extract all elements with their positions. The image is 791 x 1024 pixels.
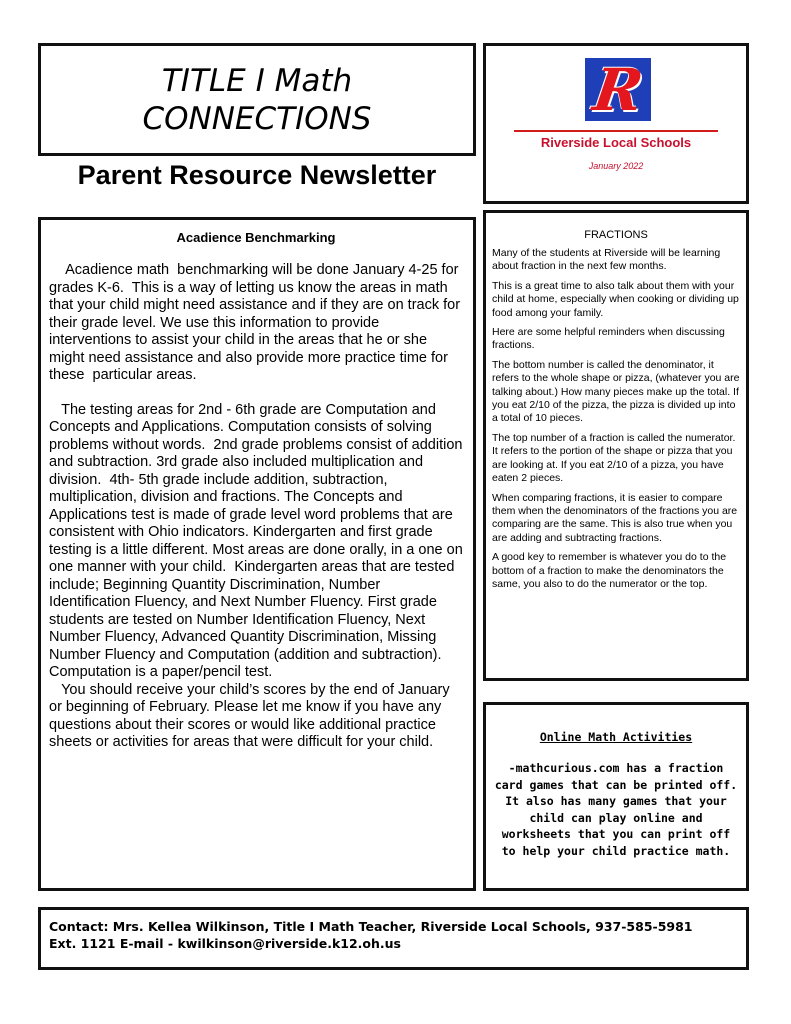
contact-line-1: Contact: Mrs. Kellea Wilkinson, Title I Math Teacher, Riverside Local Schools, 937-585-5981 [49, 919, 693, 934]
masthead-title-box [38, 43, 476, 156]
school-branding-box [483, 43, 749, 204]
fractions-paragraph: A good key to remember is whatever you do to the bottom of a fraction to make the denominators the same, you also to do the numerator or the top. [492, 551, 727, 590]
main-article-paragraph: You should receive your child’s scores by the end of January or beginning of February. Please let me know if you have any questions about their scores or would like additional practice sheets or activities for areas that were difficult for your child. [49, 681, 454, 750]
contact-line-2: Ext. 1121 E-mail - kwilkinson@riverside.k12.oh.us [49, 936, 401, 951]
school-name: Riverside Local Schools [540, 135, 692, 150]
main-article-heading: Acadience Benchmarking [176, 230, 336, 245]
main-article-paragraph: The testing areas for 2nd - 6th grade are Computation and Concepts and Applications. Computation consists of solving problems without words. 2nd grade problems consist of addition and subtraction. 3rd grade also included multiplication and division. 4th- 5th grade include addition, subtraction, multiplication, division and fractions. The Concepts and Applications test is made of grade level word problems that are consistent with Ohio indicators. Kindergarten and first grade testing is a little different. Most areas are done orally, in a one on one manner with your child. Kindergarten areas that are tested include; Beginning Quantity Discrimination, Number Identification Fluency, and Next Number Fluency. First grade students are tested on Number Identification Fluency, Next Number Fluency, Advanced Quantity Discrimination, Missing Number Fluency and Computation (addition and subtraction). Computation is a paper/pencil test. [49, 401, 467, 680]
issue-date: January 2022 [588, 161, 644, 171]
newsletter-title-line-1: TITLE I Math [161, 62, 353, 99]
online-activities-box [483, 702, 749, 891]
logo-letter: R [589, 55, 647, 124]
online-activities-text: -mathcurious.com has a fraction card games that can be printed off. It also has many games that your child can play online and worksheets that you can print off to help your child practice math. [494, 761, 738, 858]
fractions-paragraph: This is a great time to also talk about them with your child at home, especially when cooking or dividing up food among your family. [492, 279, 739, 319]
fractions-paragraph: Here are some helpful reminders when discussing fractions. [492, 326, 725, 352]
fractions-paragraph: The top number of a fraction is called the numerator. It refers to the portion of the shape or pizza that you are looking at. If you eat 2/10 of a pizza, you have eaten 2 pieces. [492, 431, 736, 485]
main-article-box [38, 217, 476, 891]
contact-footer-box [38, 907, 749, 970]
main-article-paragraph: Acadience math benchmarking will be done January 4-25 for grades K-6. This is a way of letting us know the areas in math that your child might need assistance and if they are on track for their grade level. We use this information to provide interventions to assist your child in the areas that he or she might need assistance and also provide more practice time for these particular areas. [49, 262, 465, 383]
fractions-sidebar-box [483, 210, 749, 681]
fractions-paragraph: The bottom number is called the denominator, it refers to the whole shape or pizza, (whatever you are talking about.) How many pieces make up the total. If you eat 2/10 of the pizza, the pizza is divided up into a total of 10 pieces. [492, 358, 740, 425]
fractions-paragraph: When comparing fractions, it is easier to compare them when the denominators of the fractions you are comparing are the same. This is also true when you are adding and subtracting fractions. [492, 491, 738, 544]
fractions-heading: FRACTIONS [584, 229, 648, 241]
riverside-r-logo-icon [585, 55, 651, 124]
fractions-paragraph: Many of the students at Riverside will be learning about fraction in the next few months. [492, 247, 721, 273]
online-activities-heading: Online Math Activities [539, 730, 693, 744]
newsletter-title-line-2: CONNECTIONS [142, 100, 372, 137]
branding-divider [514, 130, 718, 132]
newsletter-subtitle: Parent Resource Newsletter [77, 160, 437, 190]
